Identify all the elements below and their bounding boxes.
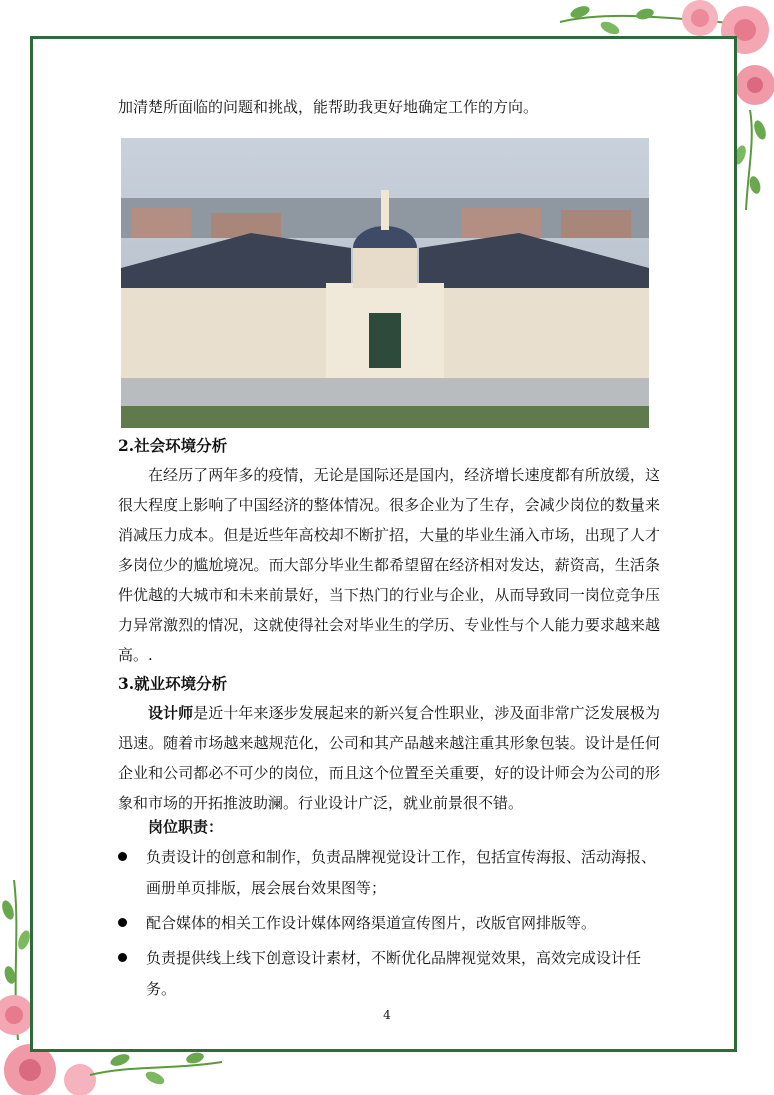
list-item: 负责提供线上线下创意设计素材，不断优化品牌视觉效果，高效完成设计任务。 <box>118 943 663 1005</box>
section-3-lead: 设计师 <box>148 704 194 722</box>
section-2-body: 在经历了两年多的疫情，无论是国际还是国内，经济增长速度都有所放缓，这很大程度上影响了中国经济的整体情况。很多企业为了生存，会减少岗位的数量来消减压力成本。但是近些年高校却不断扩招，大量的毕业生涌入市场，出现了人才多岗位少的尴尬境况。而大部分毕业生都希望留在经济相对发达，薪资高，生活条件优越的大城市和未来前景好，当下热门的行业与企业，从而导致同一岗位竞争压力异常激烈的情况，这就使得社会对毕业生的学历、专业性与个人能力要求越来越高。. <box>118 466 660 664</box>
section-2 <box>118 432 660 818</box>
page-content <box>118 92 660 122</box>
duties-list <box>118 842 663 1009</box>
bullet-icon <box>118 918 127 927</box>
duties-title: 岗位职责： <box>148 818 224 836</box>
bullet-icon <box>118 852 127 861</box>
list-item: 配合媒体的相关工作设计媒体网络渠道宣传图片，改版官网排版等。 <box>118 908 663 939</box>
section-3-text: 是近十年来逐步发展起来的新兴复合性职业，涉及面非常广泛发展极为迅速。随着市场越来越规范化，公司和其产品越来越注重其形象包装。设计是任何企业和公司都必不可少的岗位，而且这个位置至关重要，好的设计师会为公司的形象和市场的开拓推波助澜。行业设计广泛，就业前景很不错。 <box>118 704 660 812</box>
section-3-title: 3.就业环境分析 <box>118 674 228 693</box>
intro-line: 加清楚所面临的问题和挑战，能帮助我更好地确定工作的方向。 <box>118 98 539 116</box>
campus-building-photo <box>121 138 649 428</box>
section-3-body <box>118 698 660 818</box>
section-2-title: 2.社会环境分析 <box>118 436 228 455</box>
list-item: 负责设计的创意和制作，负责品牌视觉设计工作，包括宣传海报、活动海报、画册单页排版，展会展台效果图等； <box>118 842 663 904</box>
bullet-icon <box>118 953 127 962</box>
page-number: 4 <box>383 1008 391 1022</box>
